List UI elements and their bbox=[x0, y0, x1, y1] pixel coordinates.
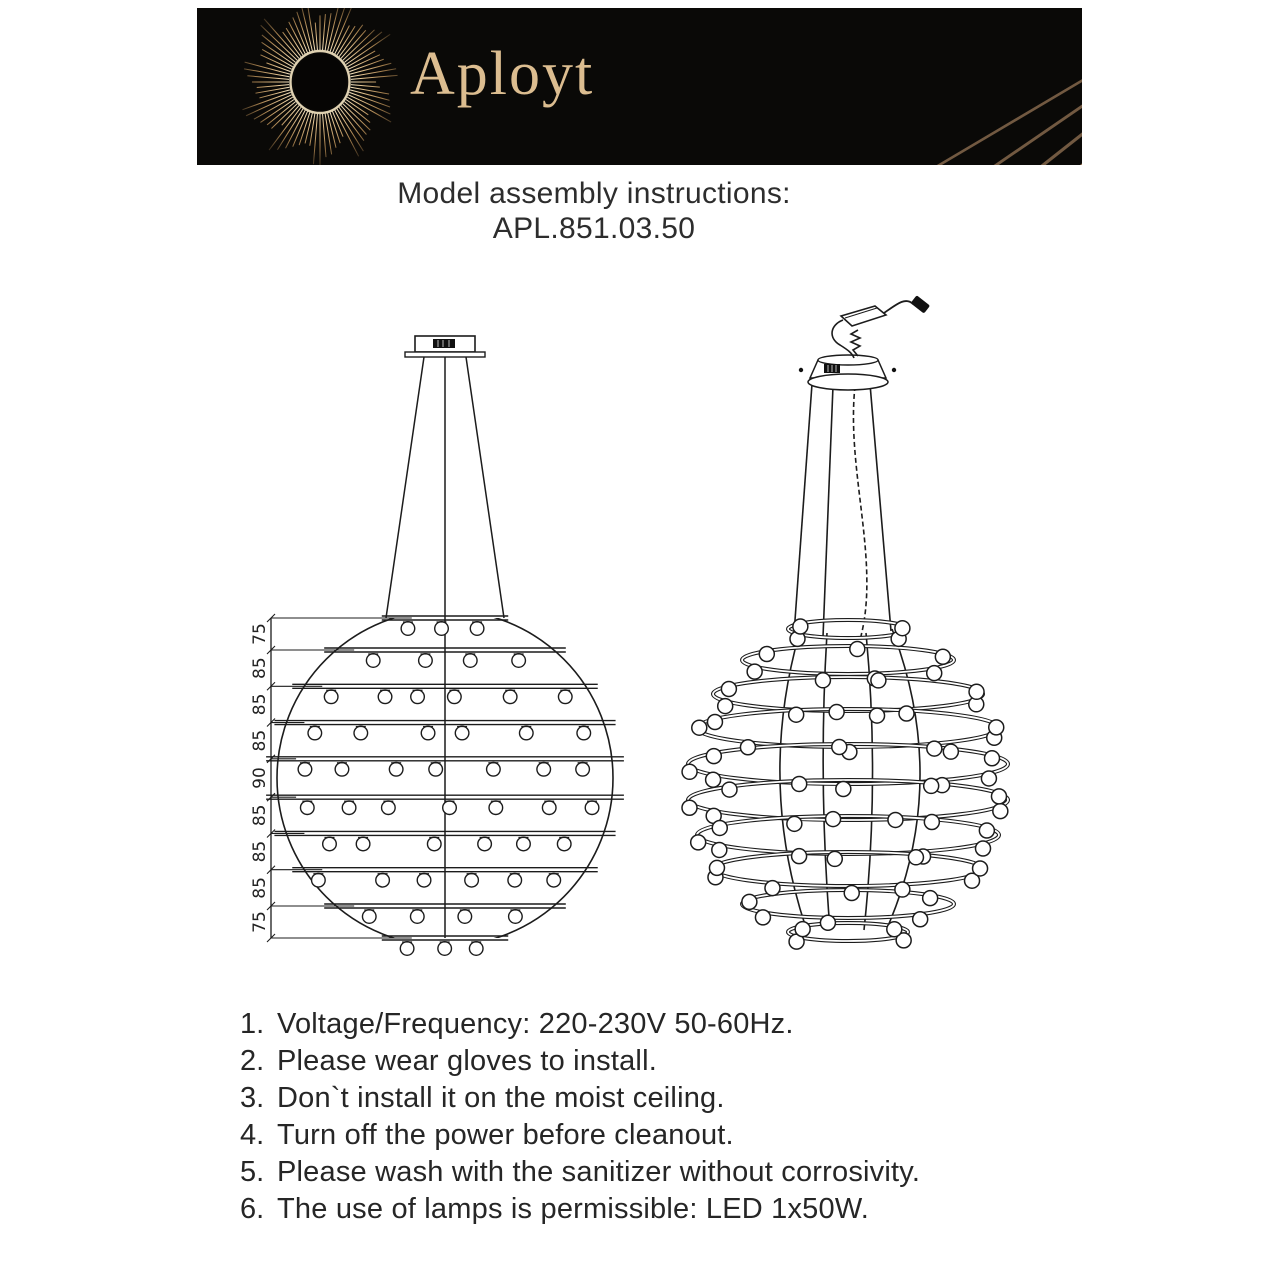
instruction-text: Turn off the power before cleanout. bbox=[277, 1119, 734, 1151]
dimension-label: 85 bbox=[250, 729, 270, 752]
instruction-text: The use of lamps is permissible: LED 1x50W. bbox=[277, 1193, 870, 1225]
dimension-label: 90 bbox=[250, 767, 270, 789]
dimension-label: 85 bbox=[250, 693, 270, 716]
instruction-item bbox=[240, 1008, 1090, 1045]
instruction-number: 5. bbox=[240, 1156, 265, 1188]
brand-wordmark: Aployt bbox=[410, 40, 595, 108]
instruction-number: 2. bbox=[240, 1045, 265, 1077]
instruction-text: Please wash with the sanitizer without corrosivity. bbox=[277, 1156, 921, 1188]
instruction-item bbox=[240, 1193, 1090, 1230]
instruction-number: 3. bbox=[240, 1082, 265, 1114]
instruction-text: Don`t install it on the moist ceiling. bbox=[277, 1082, 725, 1114]
gold-rays-decoration bbox=[806, 8, 1082, 165]
instruction-item bbox=[240, 1156, 1090, 1193]
dimension-label: 85 bbox=[250, 840, 270, 863]
instructions-title: Model assembly instructions: bbox=[397, 177, 791, 210]
dimension-label: 85 bbox=[250, 804, 270, 827]
banner-decorations bbox=[197, 8, 1082, 165]
dimension-label: 75 bbox=[250, 911, 270, 933]
instruction-item bbox=[240, 1045, 1090, 1082]
dimension-label: 85 bbox=[250, 657, 270, 679]
instruction-number: 1. bbox=[240, 1008, 265, 1040]
brand-banner bbox=[197, 8, 1082, 165]
model-number: APL.851.03.50 bbox=[492, 212, 696, 245]
title-block bbox=[0, 176, 1188, 246]
instructions-list bbox=[240, 1008, 1090, 1230]
instruction-item bbox=[240, 1082, 1090, 1119]
dimension-label: 85 bbox=[250, 877, 270, 899]
instruction-number: 6. bbox=[240, 1193, 265, 1225]
instruction-number: 4. bbox=[240, 1119, 265, 1151]
instruction-text: Please wear gloves to install. bbox=[277, 1045, 657, 1077]
front-view-drawing bbox=[230, 325, 650, 965]
instruction-item bbox=[240, 1119, 1090, 1156]
dimension-label: 75 bbox=[250, 623, 270, 645]
starburst-logo-icon bbox=[242, 8, 397, 165]
perspective-view-drawing bbox=[630, 293, 1080, 958]
instruction-text: Voltage/Frequency: 220-230V 50-60Hz. bbox=[277, 1008, 794, 1040]
